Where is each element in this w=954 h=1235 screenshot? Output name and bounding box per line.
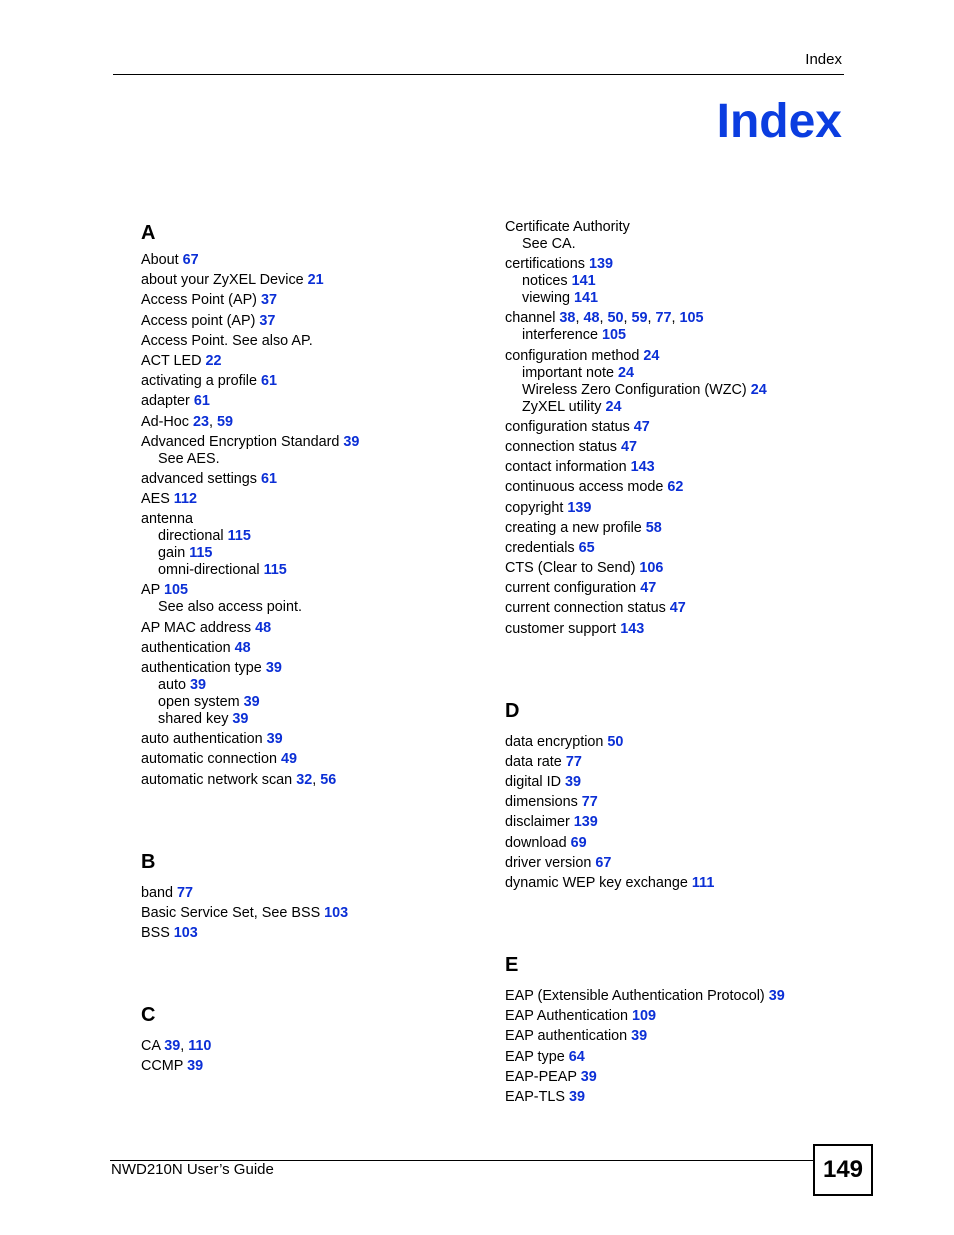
index-entry-line [505,1049,865,1066]
page-ref-link[interactable]: 22 [205,352,222,369]
index-subentry [505,365,865,382]
index-entry [505,621,865,638]
page-ref-link[interactable]: 139 [573,814,598,831]
index-column-right [505,219,865,1156]
index-entry-line [141,885,501,902]
index-term: channel [505,310,556,327]
index-entry [505,560,865,577]
index-entry [505,500,865,517]
index-entry [141,772,501,789]
index-term: Access Point (AP) [141,292,257,309]
index-entry [141,252,501,269]
index-entry [505,459,865,476]
index-entry-line [505,580,865,597]
page-ref-link[interactable]: 115 [189,545,213,562]
index-entry-line [505,479,865,496]
page-ref-link[interactable]: 24 [750,381,767,398]
index-entry-line [505,600,865,617]
page-ref-link[interactable]: 48 [234,639,251,656]
page-ref-link[interactable]: 32 [296,771,313,788]
page-ref-link[interactable]: 47 [640,580,657,597]
page-ref-link[interactable]: 24 [618,364,635,381]
index-entry [505,219,865,253]
index-entry-line [505,794,865,811]
index-subentry [141,677,501,694]
page-ref-link[interactable]: 47 [633,418,650,435]
index-entry [141,905,501,922]
page-ref-link[interactable]: 110 [188,1037,212,1054]
index-term: creating a new profile [505,519,642,536]
index-entry [505,540,865,557]
index-term: AES [141,491,170,508]
index-entry [505,1069,865,1086]
page-ref-link[interactable]: 39 [580,1068,597,1085]
running-header-label: Index [805,51,842,68]
section-letter: C [141,1003,156,1026]
index-term: See CA. [522,236,576,252]
page-ref-link[interactable]: 109 [631,1008,656,1025]
index-section [505,219,865,638]
page-ref-link[interactable]: 77 [565,753,582,770]
index-term: Wireless Zero Configuration (WZC) [522,381,747,398]
index-term: data encryption [505,733,604,750]
page-ref-link[interactable]: 24 [605,398,622,415]
index-entry-line [141,434,501,451]
index-term: automatic connection [141,751,277,768]
index-term: dynamic WEP key exchange [505,874,688,891]
page-ref-link[interactable]: 139 [567,499,592,516]
index-entry-line [141,471,501,488]
index-entry-line [141,272,501,289]
index-entry-line [505,988,865,1005]
index-entry-line [141,1058,501,1075]
index-entry [505,754,865,771]
index-entry-line [505,520,865,537]
page-ref-link[interactable]: 61 [261,373,278,390]
index-entry-line: automatic network scan 32, 56 [141,771,337,788]
index-entry-line [141,751,501,768]
index-subentry [505,290,865,307]
page-ref-link[interactable]: 59 [631,310,648,327]
index-term: CTS (Clear to Send) [505,560,636,577]
index-term: auto [158,677,187,693]
page-number: 149 [822,1156,864,1183]
page-ref-link[interactable]: 115 [263,562,287,579]
page-ref-link[interactable]: 112 [173,491,198,508]
page-ref-link[interactable]: 61 [193,393,210,410]
index-term: driver version [505,854,592,871]
index-term: EAP authentication [505,1028,628,1045]
index-term: credentials [505,539,575,556]
page-ref-link[interactable]: 103 [173,924,198,941]
index-term: EAP type [505,1048,565,1065]
index-entry-line [141,905,501,922]
page-title: Index [716,95,842,148]
page-ref-link[interactable]: 103 [324,904,349,921]
index-column-left [141,210,501,1125]
index-subentry [505,382,865,399]
index-entry-line [505,560,865,577]
index-entry [505,875,865,892]
page-ref-link[interactable]: 77 [581,794,598,811]
index-term: current configuration [505,580,637,597]
index-entry [141,751,501,768]
index-entry [141,885,501,902]
page-ref-link[interactable]: 37 [260,292,277,309]
page-ref-link[interactable]: 50 [607,310,624,327]
index-entry-line [141,252,501,269]
index-entry-line [505,1028,865,1045]
page-ref-link[interactable]: 143 [620,620,645,637]
index-term: BSS [141,924,170,941]
index-term: configuration method [505,347,640,364]
index-term: about your ZyXEL Device [141,272,304,289]
index-subentry [505,399,865,416]
index-subentry [141,562,501,579]
index-entry [505,1049,865,1066]
page-ref-link[interactable]: 39 [768,987,785,1004]
page-ref-link[interactable]: 47 [621,438,638,455]
index-term: antenna [141,511,194,528]
index-section [141,839,501,942]
index-term: EAP (Extensible Authentication Protocol) [505,987,765,1004]
index-entry [505,348,865,416]
index-entry [505,1028,865,1045]
index-term: See also access point. [158,599,302,616]
index-entry-line [141,373,501,390]
index-term: current connection status [505,600,666,617]
index-subentry [141,545,501,562]
index-entry [505,419,865,436]
index-term: authentication type [141,660,262,676]
index-term: EAP Authentication [505,1008,628,1025]
index-term: Certificate Authority [505,219,630,235]
index-term: Access point (AP) [141,312,256,329]
index-section [505,688,865,892]
page-ref-link[interactable]: 77 [655,310,672,327]
section-letter: E [505,953,519,976]
index-entry-line [505,419,865,436]
page-ref-link[interactable]: 77 [177,884,194,901]
index-term: Advanced Encryption Standard [141,433,340,450]
index-entry-line [505,219,865,236]
page-ref-link[interactable]: 37 [259,312,276,329]
page-ref-link[interactable]: 62 [667,479,684,496]
index-term: Basic Service Set, See BSS [141,904,321,921]
index-entry [141,373,501,390]
page-ref-link[interactable]: 39 [565,774,582,790]
index-term: customer support [505,620,617,637]
page-ref-link[interactable]: 115 [227,528,251,545]
index-entry-line [505,540,865,557]
index-entry [141,1058,501,1075]
index-entry [141,640,501,657]
index-entry [505,774,865,791]
index-term: continuous access mode [505,479,664,496]
index-entry-line [505,855,865,872]
index-entry-line [141,582,501,599]
index-entry-line [505,439,865,456]
index-entry [141,414,501,431]
index-entry-line [141,511,501,528]
index-entry [141,1038,501,1055]
page-ref-link[interactable]: 49 [281,751,298,768]
index-term: digital ID [505,774,561,790]
index-term: viewing [522,290,570,307]
index-term: connection status [505,438,617,455]
page-ref-link[interactable]: 39 [164,1037,181,1054]
page-ref-link[interactable]: 61 [261,470,278,487]
index-term: directional [158,528,224,545]
index-subentry [505,327,865,344]
index-term: authentication [141,639,231,656]
index-term: See AES. [158,450,220,467]
index-entry [505,439,865,456]
index-section [141,210,501,789]
index-entry-line [505,875,865,892]
index-entry [505,310,865,344]
index-entry [141,313,501,330]
index-term: band [141,884,174,901]
index-term: download [505,834,567,851]
index-term: contact information [505,459,627,476]
index-entry [141,582,501,616]
page-ref-link[interactable]: 38 [559,310,576,327]
index-entry [141,292,501,309]
index-term: CA [141,1037,161,1054]
page-ref-link[interactable]: 59 [217,413,234,430]
index-entry [141,660,501,728]
page-ref-link[interactable]: 67 [595,854,612,871]
index-term: Ad-Hoc [141,413,189,430]
index-entry-line [505,754,865,771]
index-entry-line [141,333,501,350]
page-ref-link[interactable]: 69 [570,834,587,851]
index-entry [505,855,865,872]
index-entry-line [505,1089,865,1106]
index-entry-line [141,313,501,330]
index-entry [505,600,865,617]
index-entry-line [141,620,501,637]
index-term: important note [522,364,614,381]
index-entry-line [505,814,865,831]
index-entry-line [505,1069,865,1086]
index-entry-line [141,925,501,942]
page-ref-link[interactable]: 48 [583,310,600,327]
index-entry [505,256,865,307]
index-term: ACT LED [141,352,202,369]
index-section [505,942,865,1106]
index-entry-line: channel 38, 48, 50, 59, 77, 105 [505,310,704,327]
index-entry-line [505,835,865,852]
index-term: shared key [158,711,229,727]
index-entry-line [141,640,501,657]
index-entry-line [141,660,501,677]
page-ref-link[interactable]: 106 [639,560,664,577]
index-entry-line [505,1008,865,1025]
index-entry-line [141,292,501,309]
index-term: gain [158,545,186,562]
page-ref-link[interactable]: 105 [602,327,627,344]
index-entry [141,333,501,350]
index-subentry [505,236,865,253]
index-entry-line: CA 39, 110 [141,1037,212,1054]
index-entry [141,353,501,370]
page-ref-link[interactable]: 39 [187,1058,204,1075]
index-entry [141,434,501,468]
page-ref-link[interactable]: 64 [568,1048,585,1065]
index-term: disclaimer [505,814,570,831]
page-ref-link[interactable]: 48 [255,619,272,636]
index-section [141,992,501,1075]
index-entry [141,393,501,410]
index-entry-line [505,621,865,638]
index-entry [141,620,501,637]
page-ref-link[interactable]: 50 [607,733,624,750]
index-entry [505,794,865,811]
page-ref-link[interactable]: 39 [343,433,360,450]
page-ref-link[interactable]: 141 [574,290,599,307]
index-entry-line [505,774,865,791]
page-ref-link[interactable]: 67 [182,252,199,268]
page-ref-link[interactable]: 111 [691,874,715,891]
section-letter: D [505,699,520,722]
page-ref-link[interactable]: 56 [320,771,337,788]
page-ref-link[interactable]: 143 [630,459,655,476]
index-subentry [505,273,865,290]
index-term: automatic network scan [141,771,293,788]
page-ref-link[interactable]: 58 [645,519,662,536]
index-subentry [141,694,501,711]
index-entry-line [141,393,501,410]
header-rule [113,74,844,75]
page-ref-link[interactable]: 23 [193,413,210,430]
index-entry [141,511,501,579]
index-term: EAP-TLS [505,1088,565,1105]
index-term: omni-directional [158,562,260,579]
index-term: notices [522,273,568,290]
index-entry [505,580,865,597]
page-ref-link[interactable]: 24 [643,347,660,364]
index-term: activating a profile [141,373,257,390]
page-number-box [813,1144,873,1196]
index-term: configuration status [505,418,630,435]
index-term: EAP-PEAP [505,1068,577,1085]
page-ref-link[interactable]: 39 [190,677,207,693]
index-term: CCMP [141,1058,184,1075]
page-ref-link[interactable]: 39 [265,660,282,676]
index-term: interference [522,327,598,344]
index-term: open system [158,694,240,710]
index-entry [141,925,501,942]
page-ref-link[interactable]: 39 [631,1028,648,1045]
index-entry-line [141,491,501,508]
page-ref-link[interactable]: 39 [232,711,249,727]
index-term: certifications [505,256,585,273]
index-entry-line [505,734,865,751]
index-entry-line [141,353,501,370]
index-subentry [141,599,501,616]
index-term: AP [141,582,160,599]
index-subentry [141,451,501,468]
index-entry [505,835,865,852]
index-entry [505,988,865,1005]
index-subentry [141,528,501,545]
page-ref-link[interactable]: 139 [588,256,613,273]
index-entry-line [505,459,865,476]
index-term: advanced settings [141,470,258,487]
index-entry [505,1089,865,1106]
index-entry [505,520,865,537]
page-ref-link[interactable]: 39 [568,1088,585,1105]
index-entry-line [141,731,501,748]
section-letter: B [141,850,156,873]
index-term: dimensions [505,794,578,811]
index-entry [505,479,865,496]
index-entry-line: Ad-Hoc 23, 59 [141,413,234,430]
index-term: data rate [505,753,562,770]
index-term: Access Point. See also AP. [141,332,313,349]
index-term: adapter [141,393,190,410]
index-entry-line [505,348,865,365]
page-ref-link[interactable]: 21 [307,272,324,289]
page-ref-link[interactable]: 65 [578,539,595,556]
index-entry [141,272,501,289]
index-term: About [141,252,179,268]
index-entry [505,814,865,831]
index-entry-line [505,500,865,517]
index-term: copyright [505,499,564,516]
footer-guide-name: NWD210N User’s Guide [111,1161,274,1178]
page-ref-link[interactable]: 141 [571,273,596,290]
index-entry [141,731,501,748]
section-letter: A [141,222,156,244]
index-entry-line [505,256,865,273]
page-ref-link[interactable]: 39 [266,731,283,748]
index-entry [505,734,865,751]
page-ref-link[interactable]: 105 [679,310,704,327]
page-ref-link[interactable]: 39 [243,694,260,710]
page-ref-link[interactable]: 47 [669,600,686,617]
page-ref-link[interactable]: 105 [163,582,188,599]
index-term: ZyXEL utility [522,398,602,415]
index-entry [141,471,501,488]
index-term: AP MAC address [141,619,252,636]
index-entry [505,1008,865,1025]
index-term: auto authentication [141,731,263,748]
index-entry [141,491,501,508]
index-subentry [141,711,501,728]
